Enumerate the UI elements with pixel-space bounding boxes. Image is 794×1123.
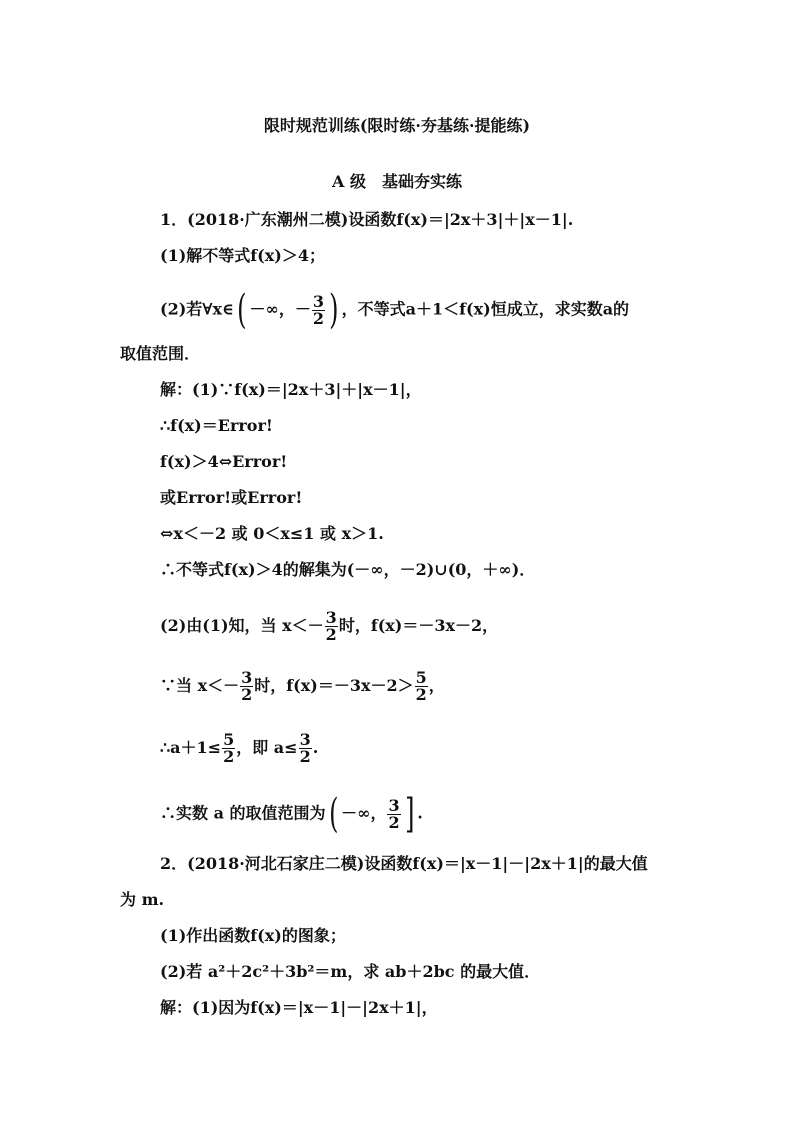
q1-sol-line-7: (2)由(1)知，当 x＜－ $\frac{3}{2}$ 时，f(x)＝－3x－2， bbox=[160, 608, 499, 644]
q1-sol-line-6: ∴不等式f(x)＞4的解集为(－∞，－2)∪(0，＋∞)． bbox=[160, 560, 536, 579]
fraction-3-2: $\frac{3}{2}$ bbox=[325, 608, 337, 644]
q1-sol-line-5: ⇔x＜－2 或 0＜x≤1 或 x＞1. bbox=[160, 524, 384, 543]
right-paren: ) bbox=[329, 287, 339, 333]
page-title: 限时规范训练(限时练·夯基练·提能练) bbox=[263, 116, 531, 135]
q1-part1: (1)解不等式f(x)＞4； bbox=[160, 246, 325, 265]
q1-part2-pre: (2)若∀x∈ bbox=[160, 299, 234, 319]
left-paren: ( bbox=[237, 287, 247, 333]
left-paren: ( bbox=[328, 791, 339, 837]
fraction-3-2: $\frac{3}{2}$ bbox=[388, 795, 400, 832]
q1-part2-post: ，不等式a＋1＜f(x)恒成立，求实数a的 bbox=[341, 299, 630, 319]
q1-sol-line-2: ∴f(x)＝Error! bbox=[160, 416, 273, 435]
q2-stem: 2．(2018·河北石家庄二模)设函数f(x)＝|x－1|－|2x＋1|的最大值 bbox=[160, 854, 648, 873]
q1-part2-interval: －∞，－ bbox=[249, 299, 311, 319]
q1-sol-line-3: f(x)＞4⇔Error! bbox=[160, 452, 288, 471]
q2-part2: (2)若 a²＋2c²＋3b²＝m，求 ab＋2bc 的最大值． bbox=[160, 962, 541, 981]
q1-part2-cont: 取值范围． bbox=[120, 344, 201, 363]
fraction-5-2: $\frac{5}{2}$ bbox=[223, 730, 235, 766]
q2-sol-line-1: 解：(1)因为f(x)＝|x－1|－|2x＋1|， bbox=[160, 998, 438, 1017]
q2-part1: (1)作出函数f(x)的图象； bbox=[160, 926, 346, 945]
q1-stem: 1．(2018·广东潮州二模)设函数f(x)＝|2x＋3|＋|x－1|. bbox=[160, 210, 574, 229]
q1-sol-line-4: 或Error!或Error! bbox=[160, 488, 303, 507]
fraction-3-2: $\frac{3}{2}$ bbox=[312, 291, 325, 328]
fraction-3-2: $\frac{3}{2}$ bbox=[299, 730, 311, 766]
q1-sol-line-8: ∵当 x＜－ $\frac{3}{2}$ 时，f(x)＝－3x－2＞ $\frac{5}{2}$ ， bbox=[160, 668, 445, 704]
q1-part2 bbox=[160, 287, 630, 333]
q2-stem-cont: 为 m. bbox=[120, 890, 165, 909]
fraction-3-2: $\frac{3}{2}$ bbox=[241, 668, 253, 704]
fraction-5-2: $\frac{5}{2}$ bbox=[415, 668, 427, 704]
section-level: A 级 基础夯实练 bbox=[332, 172, 462, 191]
q1-sol-line-9: ∴a＋1≤ $\frac{5}{2}$ ，即 a≤ $\frac{3}{2}$ . bbox=[160, 730, 319, 766]
q1-sol-line-1: 解：(1)∵f(x)＝|2x＋3|＋|x－1|， bbox=[160, 380, 422, 399]
q1-sol-line-10: ∴实数 a 的取值范围为( －∞， $\frac{3}{2}$ ] . bbox=[160, 791, 423, 837]
right-bracket: ] bbox=[404, 791, 415, 837]
